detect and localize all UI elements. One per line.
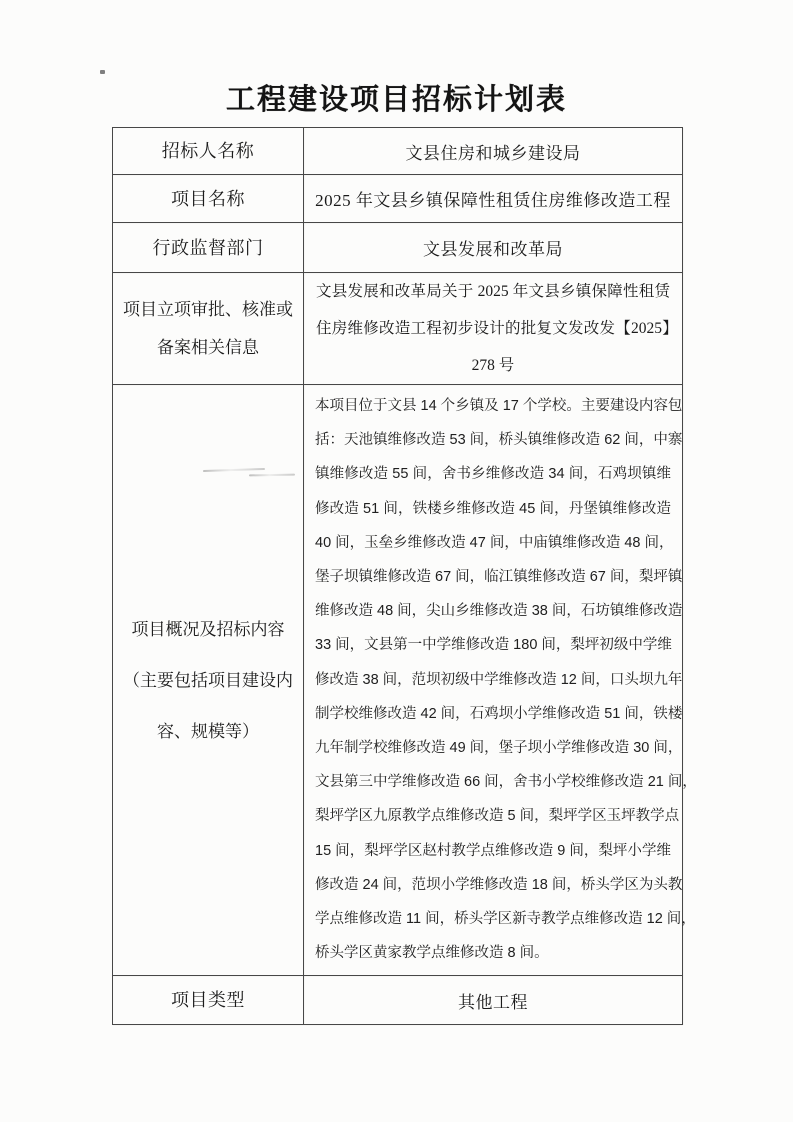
scan-speck-artifact	[100, 70, 105, 74]
text-line: 15 间，梨坪学区赵村教学点维修改造 9 间，梨坪小学维	[315, 842, 671, 859]
text-line: 文县第三中学维修改造 66 间，舍书小学校维修改造 21 间，	[315, 774, 697, 791]
text-line: 镇维修改造 55 间，舍书乡维修改造 34 间，石鸡坝镇维	[315, 466, 671, 483]
table-row-approval-info	[113, 273, 683, 385]
table-row-project-overview	[113, 385, 683, 976]
row-value-bidder-name: 文县住房和城乡建设局	[304, 128, 683, 175]
bidding-plan-table	[112, 127, 697, 1025]
text-line: 修改造 51 间，铁楼乡维修改造 45 间，丹堡镇维修改造	[315, 500, 671, 517]
table-row-supervising-department	[113, 223, 683, 273]
table-row-project-name	[113, 175, 683, 223]
row-value-project-overview	[304, 385, 697, 976]
text-line: 学点维修改造 11 间，桥头学区新寺教学点维修改造 12 间，	[315, 911, 696, 928]
table-row-bidder-name	[113, 128, 683, 175]
text-line: 修改造 24 间，范坝小学维修改造 18 间，桥头学区为头教	[315, 876, 683, 893]
row-label-bidder-name: 招标人名称	[113, 128, 304, 175]
row-label-project-name: 项目名称	[113, 175, 304, 223]
text-line: 堡子坝镇维修改造 67 间，临江镇维修改造 67 间，梨坪镇	[315, 569, 683, 586]
text-line: 桥头学区黄家教学点维修改造 8 间。	[315, 945, 549, 962]
row-label-project-type: 项目类型	[113, 976, 304, 1025]
row-label-project-overview: 项目概况及招标内容（主要包括项目建设内容、规模等）	[113, 385, 304, 976]
row-value-project-name: 2025 年文县乡镇保障性租赁住房维修改造工程	[304, 175, 683, 223]
text-line: 九年制学校维修改造 49 间，堡子坝小学维修改造 30 间，	[315, 740, 683, 757]
row-value-approval-info: 文县发展和改革局关于 2025 年文县乡镇保障性租赁住房维修改造工程初步设计的批复文发改发【2025】278 号	[304, 273, 683, 385]
table-row-project-type	[113, 976, 683, 1025]
row-value-project-type: 其他工程	[304, 976, 683, 1025]
text-line: 本项目位于文县 14 个乡镇及 17 个学校。主要建设内容包	[315, 398, 683, 414]
text-line: 梨坪学区九原教学点维修改造 5 间，梨坪学区玉坪教学点	[315, 808, 680, 825]
row-label-approval-info: 项目立项审批、核准或备案相关信息	[113, 273, 304, 385]
text-line: 括：天池镇维修改造 53 间，桥头镇维修改造 62 间，中寨	[315, 432, 683, 449]
text-line: 33 间，文县第一中学维修改造 180 间，梨坪初级中学维	[315, 637, 672, 654]
row-label-supervising-department: 行政监督部门	[113, 223, 304, 273]
text-line: 40 间，玉垒乡维修改造 47 间，中庙镇维修改造 48 间，	[315, 534, 674, 551]
document-title: 工程建设项目招标计划表	[225, 84, 567, 116]
row-value-supervising-department: 文县发展和改革局	[304, 223, 683, 273]
text-line: 修改造 38 间，范坝初级中学维修改造 12 间，口头坝九年	[315, 671, 683, 688]
text-line: 维修改造 48 间，尖山乡维修改造 38 间，石坊镇维修改造	[315, 603, 683, 620]
text-line: 制学校维修改造 42 间，石鸡坝小学维修改造 51 间，铁楼	[315, 705, 683, 722]
